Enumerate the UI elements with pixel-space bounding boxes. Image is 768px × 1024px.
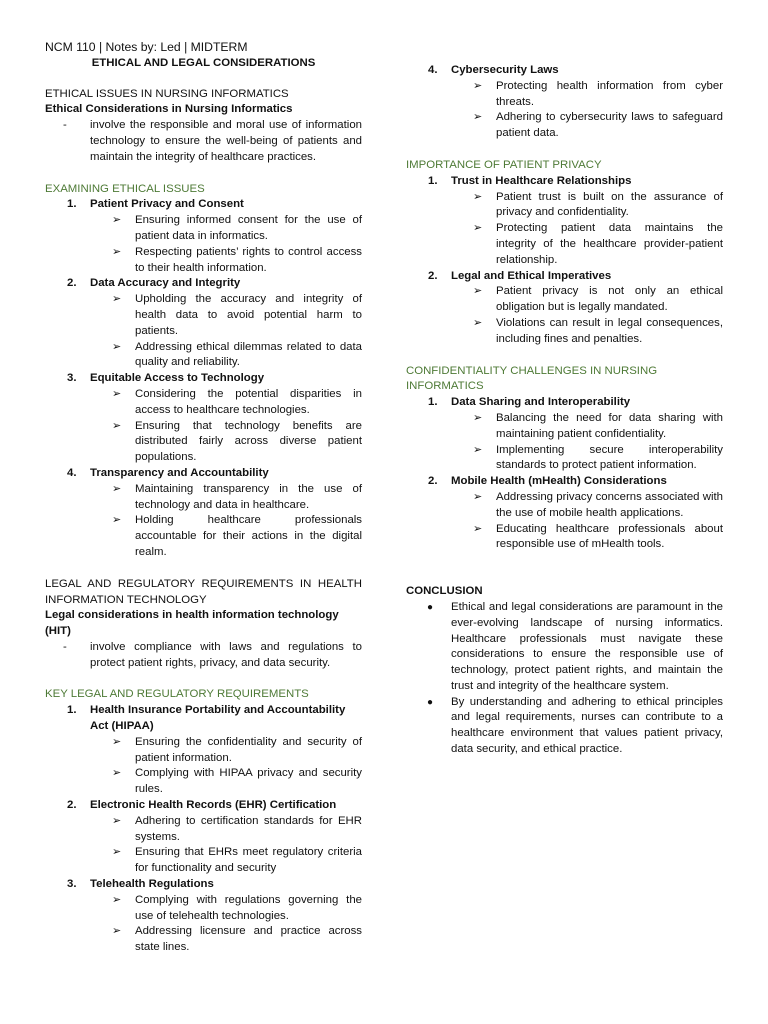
arrow-bullet	[45, 482, 362, 514]
arrow-bullet	[406, 190, 723, 222]
item-title-text: Data Accuracy and Integrity	[90, 277, 241, 290]
section-heading-conclusion: CONCLUSION	[406, 585, 483, 598]
arrow-bullet-icon: ➢	[112, 214, 122, 227]
item-title-text: Data Sharing and Interoperability	[451, 396, 631, 409]
confidentiality-list	[406, 395, 723, 553]
arrow-bullet	[45, 213, 362, 245]
arrow-bullet-text: Implementing secure interoperability standards to protect patient information.	[496, 443, 723, 472]
numbered-item-title	[45, 371, 362, 387]
arrow-bullet	[45, 513, 362, 560]
arrow-bullet-icon: ➢	[473, 190, 483, 203]
definition-ethical: - involve the responsible and moral use of information technology to ensure the well-being of patients and maintain the integrity of healthcare practices.	[45, 118, 362, 165]
arrow-bullet-icon: ➢	[112, 846, 122, 859]
arrow-bullet-icon: ➢	[473, 411, 483, 424]
arrow-bullet-text: Respecting patients’ rights to control access to their health information.	[135, 245, 362, 274]
numbered-item-title	[45, 877, 362, 893]
arrow-bullet-icon: ➢	[473, 222, 483, 235]
document-header: NCM 110 | Notes by: Led | MIDTERM	[45, 40, 248, 54]
cybersecurity-item	[406, 63, 723, 142]
arrow-bullet	[45, 924, 362, 956]
right-column	[406, 63, 723, 758]
arrow-bullet-icon: ➢	[473, 316, 483, 329]
arrow-bullet-text: Ensuring that technology benefits are distributed fairly across diverse patient populations.	[135, 419, 362, 464]
section-heading-key-legal: KEY LEGAL AND REGULATORY REQUIREMENTS	[45, 688, 309, 701]
conclusion-list	[406, 600, 723, 758]
section-heading-patient-privacy: IMPORTANCE OF PATIENT PRIVACY	[406, 158, 602, 171]
arrow-bullet-icon: ➢	[112, 387, 122, 400]
item-title-text: Health Insurance Portability and Accountability Act (HIPAA)	[90, 704, 346, 733]
numbered-item	[406, 269, 723, 348]
arrow-bullet-text: Violations can result in legal consequences, including fines and penalties.	[496, 316, 723, 345]
left-column	[45, 40, 362, 956]
item-number: 1.	[428, 174, 438, 187]
numbered-item-title	[406, 269, 723, 285]
item-number: 2.	[67, 277, 77, 290]
arrow-bullet-icon: ➢	[112, 735, 122, 748]
numbered-item	[45, 798, 362, 877]
arrow-bullet	[45, 292, 362, 339]
arrow-bullet-icon: ➢	[112, 925, 122, 938]
arrow-bullet-text: Ensuring the confidentiality and security of patient information.	[135, 735, 362, 764]
arrow-bullet	[406, 79, 723, 111]
arrow-bullet-text: Educating healthcare professionals about responsible use of mHealth tools.	[496, 522, 723, 551]
arrow-bullet	[406, 316, 723, 348]
arrow-bullet-text: Complying with HIPAA privacy and security rules.	[135, 767, 362, 796]
numbered-item-title	[406, 174, 723, 190]
item-title-text: Cybersecurity Laws	[451, 64, 559, 76]
item-number: 1.	[428, 396, 438, 409]
subheading-legal-hit: Legal considerations in health information technology (HIT)	[45, 609, 339, 638]
key-legal-list	[45, 703, 362, 956]
item-title-text: Legal and Ethical Imperatives	[451, 269, 612, 282]
patient-privacy-list	[406, 174, 723, 348]
item-title-text: Transparency and Accountability	[90, 466, 269, 479]
numbered-item	[406, 474, 723, 553]
arrow-bullet	[45, 845, 362, 877]
arrow-bullet	[406, 411, 723, 443]
arrow-bullet-icon: ➢	[473, 79, 483, 92]
numbered-item-title	[406, 63, 723, 79]
item-title-text: Trust in Healthcare Relationships	[451, 174, 632, 187]
numbered-item	[45, 466, 362, 561]
arrow-bullet-icon: ➢	[473, 522, 483, 535]
arrow-bullet-text: Ensuring informed consent for the use of patient data in informatics.	[135, 214, 362, 242]
numbered-item	[406, 174, 723, 269]
arrow-bullet-text: Holding healthcare professionals accountable for their actions in the digital realm.	[135, 514, 362, 558]
arrow-bullet	[45, 893, 362, 925]
numbered-item-title	[45, 798, 362, 814]
arrow-bullet-icon: ➢	[112, 245, 122, 258]
arrow-bullet-icon: ➢	[473, 285, 483, 298]
item-title-text: Equitable Access to Technology	[90, 372, 265, 385]
conclusion-bullet: ● By understanding and adhering to ethical principles and legal requirements, nurses can contribute to a healthcare environment that values patient privacy, data security, and ethical practice.	[427, 695, 723, 756]
arrow-bullet	[406, 490, 723, 522]
arrow-bullet	[45, 340, 362, 372]
arrow-bullet	[406, 443, 723, 475]
arrow-bullet-text: Patient privacy is not only an ethical obligation but is legally mandated.	[496, 285, 723, 314]
arrow-bullet-icon: ➢	[112, 419, 122, 432]
item-number: 3.	[67, 372, 77, 385]
definition-legal: - involve compliance with laws and regulations to protect patient rights, privacy, and data security.	[45, 640, 362, 672]
item-number: 1.	[67, 198, 77, 211]
item-title-text: Patient Privacy and Consent	[90, 198, 244, 211]
arrow-bullet	[45, 766, 362, 798]
item-number: 2.	[428, 269, 438, 282]
numbered-item-title	[406, 474, 723, 490]
arrow-bullet	[45, 387, 362, 419]
arrow-bullet	[406, 522, 723, 554]
arrow-bullet-text: Upholding the accuracy and integrity of health data to avoid potential harm to patients.	[135, 293, 362, 337]
bullet-dot-icon: ●	[427, 696, 434, 708]
arrow-bullet-text: Considering the potential disparities in access to healthcare technologies.	[135, 387, 362, 416]
item-number: 2.	[67, 799, 77, 812]
arrow-bullet-icon: ➢	[112, 293, 122, 306]
item-title-text: Electronic Health Records (EHR) Certification	[90, 799, 337, 812]
arrow-bullet-text: Adhering to cybersecurity laws to safeguard patient data.	[496, 111, 723, 140]
arrow-bullet-text: Adhering to certification standards for EHR systems.	[135, 814, 362, 843]
arrow-bullet-icon: ➢	[473, 490, 483, 503]
arrow-bullet	[45, 419, 362, 466]
arrow-bullet	[406, 284, 723, 316]
section-heading-legal-regulatory: LEGAL AND REGULATORY REQUIREMENTS IN HEALTH INFORMATION TECHNOLOGY	[45, 577, 362, 606]
item-number: 4.	[67, 466, 77, 479]
arrow-bullet-text: Addressing licensure and practice across state lines.	[135, 925, 362, 954]
arrow-bullet-text: Maintaining transparency in the use of technology and data in healthcare.	[135, 482, 362, 511]
numbered-item	[45, 276, 362, 371]
numbered-item	[45, 371, 362, 466]
item-number: 3.	[67, 878, 77, 891]
bullet-dot-icon: ●	[427, 601, 434, 613]
numbered-item-title	[45, 197, 362, 213]
subheading-ethical-considerations: Ethical Considerations in Nursing Informatics	[45, 103, 293, 116]
arrow-bullet-text: Complying with regulations governing the use of telehealth technologies.	[135, 893, 362, 922]
examining-list	[45, 197, 362, 560]
arrow-bullet-text: Balancing the need for data sharing with maintaining patient confidentiality.	[496, 411, 723, 440]
item-number: 2.	[428, 475, 438, 488]
arrow-bullet-text: Patient trust is built on the assurance of privacy and confidentiality.	[496, 190, 723, 219]
section-heading-confidentiality: CONFIDENTIALITY CHALLENGES IN NURSING INFORMATICS	[406, 364, 658, 393]
numbered-item	[406, 63, 723, 142]
arrow-bullet-icon: ➢	[112, 814, 122, 827]
arrow-bullet-text: Protecting patient data maintains the integrity of the healthcare provider-patient relationship.	[496, 222, 723, 266]
document-title: ETHICAL AND LEGAL CONSIDERATIONS	[91, 56, 316, 69]
item-number: 4.	[428, 64, 438, 76]
arrow-bullet-text: Addressing privacy concerns associated with the use of mobile health applications.	[496, 490, 723, 519]
numbered-item-title	[45, 276, 362, 292]
item-title-text: Telehealth Regulations	[90, 878, 214, 891]
arrow-bullet-icon: ➢	[473, 111, 483, 124]
arrow-bullet-icon: ➢	[473, 443, 483, 456]
arrow-bullet-icon: ➢	[112, 482, 122, 495]
item-number: 1.	[67, 704, 77, 717]
numbered-item-title	[45, 703, 362, 735]
arrow-bullet	[45, 245, 362, 277]
numbered-item-title	[406, 395, 723, 411]
numbered-item	[45, 197, 362, 276]
numbered-item	[45, 703, 362, 798]
numbered-item	[45, 877, 362, 956]
arrow-bullet-text: Ensuring that EHRs meet regulatory criteria for functionality and security	[135, 846, 362, 875]
section-heading-ethical-issues: ETHICAL ISSUES IN NURSING INFORMATICS	[45, 87, 289, 100]
arrow-bullet	[45, 735, 362, 767]
arrow-bullet	[406, 221, 723, 268]
arrow-bullet-text: Addressing ethical dilemmas related to data quality and reliability.	[135, 340, 362, 369]
numbered-item	[406, 395, 723, 474]
arrow-bullet-icon: ➢	[112, 514, 122, 527]
item-title-text: Mobile Health (mHealth) Considerations	[451, 475, 667, 488]
arrow-bullet	[406, 110, 723, 142]
arrow-bullet	[45, 814, 362, 846]
arrow-bullet-icon: ➢	[112, 767, 122, 780]
conclusion-bullet: ● Ethical and legal considerations are paramount in the ever-evolving landscape of nursing informatics. Healthcare professionals must navigate these considerations to ensure the responsible use of technology, protect patient rights, and maintain the trust and integrity of the healthcare system.	[427, 600, 723, 692]
arrow-bullet-text: Protecting health information from cyber threats.	[496, 79, 723, 108]
numbered-item-title	[45, 466, 362, 482]
section-heading-examining: EXAMINING ETHICAL ISSUES	[45, 182, 205, 195]
arrow-bullet-icon: ➢	[112, 893, 122, 906]
arrow-bullet-icon: ➢	[112, 340, 122, 353]
